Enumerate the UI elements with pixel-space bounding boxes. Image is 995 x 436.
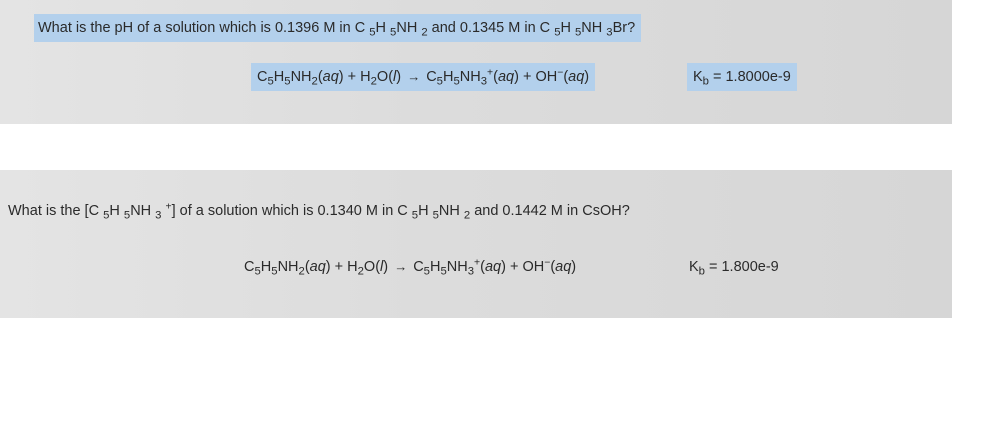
question-2-kb: $K_b = 1.800e-9$ xyxy=(689,259,779,278)
question-2-equation: $C_5H_5NH_2(aq) + H_2O(l) \to C_5H_5NH_3^+(aq) + OH^-(aq)$ xyxy=(244,257,577,278)
question-1-text: What is the pH of a solution which is 0.1396 M in C $_5$H $_5$NH $_2$ and 0.1345 M in C $_5$H $_5$NH $_3$Br? xyxy=(34,14,641,42)
question-1-equation: $C_5H_5NH_2(aq) + H_2O(l) \to C_5H_5NH_3^+(aq) + OH^-(aq)$ xyxy=(251,63,595,91)
question-2-text: What is the [C $_5$H $_5$NH $_3$ +] of a solution which is 0.1340 M in C $_5$H $_5$NH $_2$ and 0.1442 M in CsOH? xyxy=(8,201,630,222)
question-panel-2 xyxy=(0,170,952,318)
question-1-kb: $K_b = 1.8000e-9$ xyxy=(687,63,797,91)
